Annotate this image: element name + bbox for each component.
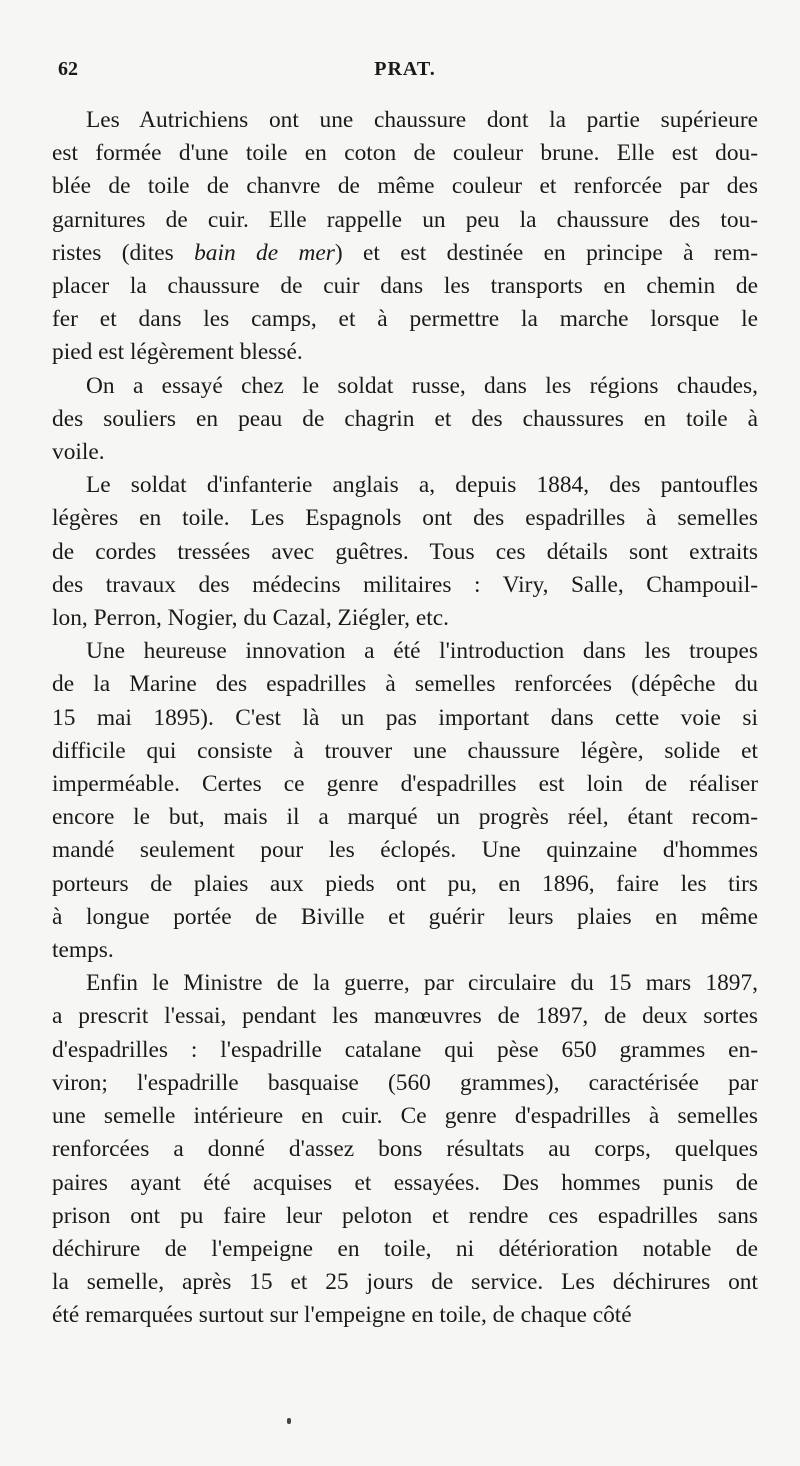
running-head: PRAT. xyxy=(374,58,436,80)
text-line: fer et dans les camps, et à permettre la marche lorsque le xyxy=(52,306,758,333)
text-line: viron; l'espadrille basquaise (560 grammes), caractérisée par xyxy=(52,1069,758,1096)
text-line: Une heureuse innovation a été l'introduction dans les troupes xyxy=(86,638,758,665)
text-line: a prescrit l'essai, pendant les manœuvres de 1897, de deux sortes xyxy=(52,1003,758,1030)
text-line: voile. xyxy=(52,439,105,466)
ink-speck xyxy=(287,1418,291,1424)
text-line: des travaux des médecins militaires : Viry, Salle, Champouil- xyxy=(52,571,758,598)
text-line: la semelle, après 15 et 25 jours de service. Les déchirures ont xyxy=(52,1269,758,1296)
book-page xyxy=(52,58,758,1333)
text-line: garnitures de cuir. Elle rappelle un peu la chaussure des tou- xyxy=(52,206,758,233)
text-line: de cordes tressées avec guêtres. Tous ces détails sont extraits xyxy=(52,538,758,565)
text-line: placer la chaussure de cuir dans les transports en chemin de xyxy=(52,273,758,300)
text-line: prison ont pu faire leur peloton et rendre ces espadrilles sans xyxy=(52,1202,758,1229)
text-line: encore le but, mais il a marqué un progrès réel, étant recom- xyxy=(52,804,758,831)
text-line: temps. xyxy=(52,937,114,964)
text-line: 15 mai 1895). C'est là un pas important dans cette voie si xyxy=(52,704,758,731)
text-line: déchirure de l'empeigne en toile, ni détérioration notable de xyxy=(52,1235,758,1262)
text-line: imperméable. Certes ce genre d'espadrilles est loin de réaliser xyxy=(52,771,758,798)
text-line: été remarquées surtout sur l'empeigne en toile, de chaque côté xyxy=(52,1302,632,1329)
text-line: mandé seulement pour les éclopés. Une quinzaine d'hommes xyxy=(52,837,758,864)
text-line: des souliers en peau de chagrin et des chaussures en toile à xyxy=(52,405,758,432)
text-line: lon, Perron, Nogier, du Cazal, Ziégler, etc. xyxy=(52,605,449,632)
page-header xyxy=(52,58,758,88)
text-line: une semelle intérieure en cuir. Ce genre d'espadrilles à semelles xyxy=(52,1103,758,1130)
text-line: renforcées a donné d'assez bons résultats au corps, quelques xyxy=(52,1136,758,1163)
text-line: d'espadrilles : l'espadrille catalane qui pèse 650 grammes en- xyxy=(52,1036,758,1063)
text-line: difficile qui consiste à trouver une chaussure légère, solide et xyxy=(52,737,758,764)
text-line: On a essayé chez le soldat russe, dans les régions chaudes, xyxy=(86,372,758,399)
text-line: Les Autrichiens ont une chaussure dont la partie supérieure xyxy=(86,107,758,133)
page-number: 62 xyxy=(58,58,78,80)
body-text xyxy=(52,104,758,1333)
text-line: blée de toile de chanvre de même couleur et renforcée par des xyxy=(52,173,758,200)
text-line: paires ayant été acquises et essayées. Des hommes punis de xyxy=(52,1169,758,1196)
text-line: légères en toile. Les Espagnols ont des espadrilles à semelles xyxy=(52,505,758,532)
text-line: porteurs de plaies aux pieds ont pu, en 1896, faire les tirs xyxy=(52,870,758,897)
text-line: est formée d'une toile en coton de couleur brune. Elle est dou- xyxy=(52,140,758,167)
text-line: Le soldat d'infanterie anglais a, depuis 1884, des pantoufles xyxy=(86,472,758,499)
text-line: de la Marine des espadrilles à semelles renforcées (dépêche du xyxy=(52,671,758,698)
text-line: pied est légèrement blessé. xyxy=(52,339,303,366)
text-line: Enfin le Ministre de la guerre, par circulaire du 15 mars 1897, xyxy=(86,970,758,997)
text-line: à longue portée de Biville et guérir leurs plaies en même xyxy=(52,903,758,930)
text-line: ristes (dites bain de mer) et est destinée en principe à rem- xyxy=(52,239,758,266)
